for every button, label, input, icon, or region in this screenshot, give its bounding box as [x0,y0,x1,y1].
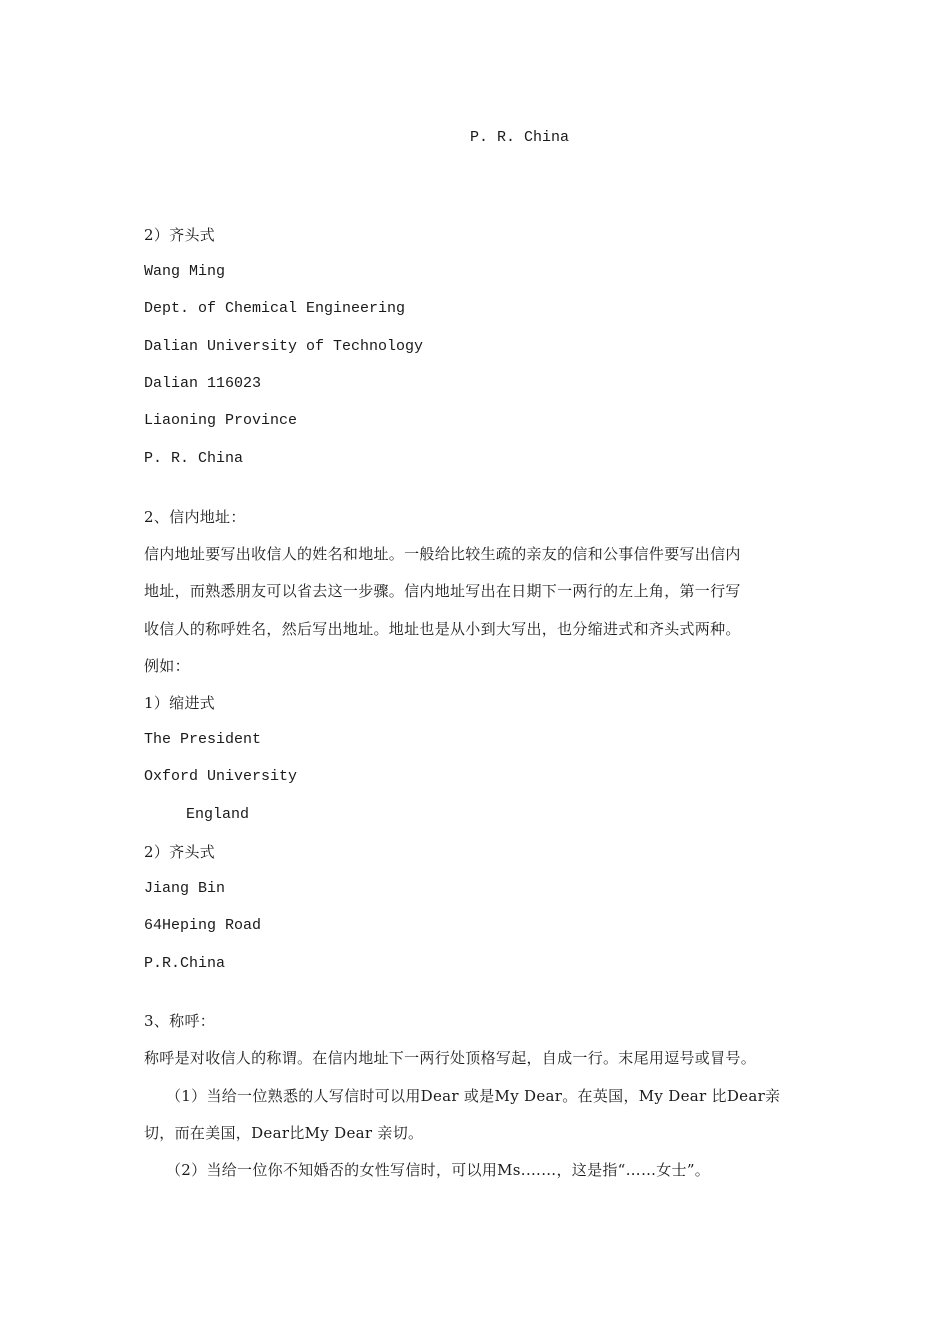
address-line: Dalian University of Technology [144,338,424,355]
paragraph-line: 信内地址要写出收信人的姓名和地址。一般给比较生疏的亲友的信和公事信件要写出信内 [144,545,741,563]
address-country-line: P. R. China [470,129,570,146]
paragraph-line: （1）当给一位熟悉的人写信时可以用Dear 或是My Dear。在英国，My Dear 比Dear亲 [166,1087,781,1105]
indented-style-heading: 1）缩进式 [144,694,216,712]
address-line: Oxford University [144,768,298,785]
paragraph-line: 地址，而熟悉朋友可以省去这一步骤。信内地址写出在日期下一两行的左上角，第一行写 [144,582,741,600]
address-line: P. R. China [144,450,244,467]
address-line: Wang Ming [144,263,226,280]
paragraph-line: 称呼是对收信人的称谓。在信内地址下一两行处顶格写起，自成一行。末尾用逗号或冒号。 [144,1049,757,1067]
section-heading-inside-address: 2、信内地址： [144,508,246,526]
address-line: P.R.China [144,955,226,972]
paragraph-line: 收信人的称呼姓名，然后写出地址。地址也是从小到大写出，也分缩进式和齐头式两种。 [144,620,741,638]
example-label: 例如： [144,657,190,675]
block-style-heading: 2）齐头式 [144,843,216,861]
address-line: Jiang Bin [144,880,226,897]
block-style-heading: 2）齐头式 [144,226,216,244]
address-line: England [186,806,250,823]
paragraph-line: （2）当给一位你不知婚否的女性写信时，可以用Ms.……，这是指“……女士”。 [166,1161,711,1179]
paragraph-line: 切，而在美国，Dear比My Dear 亲切。 [144,1124,424,1142]
address-line: 64Heping Road [144,917,262,934]
address-line: Dalian 116023 [144,375,262,392]
address-line: Dept. of Chemical Engineering [144,300,406,317]
address-line: The President [144,731,262,748]
address-line: Liaoning Province [144,412,298,429]
section-heading-salutation: 3、称呼： [144,1012,216,1030]
